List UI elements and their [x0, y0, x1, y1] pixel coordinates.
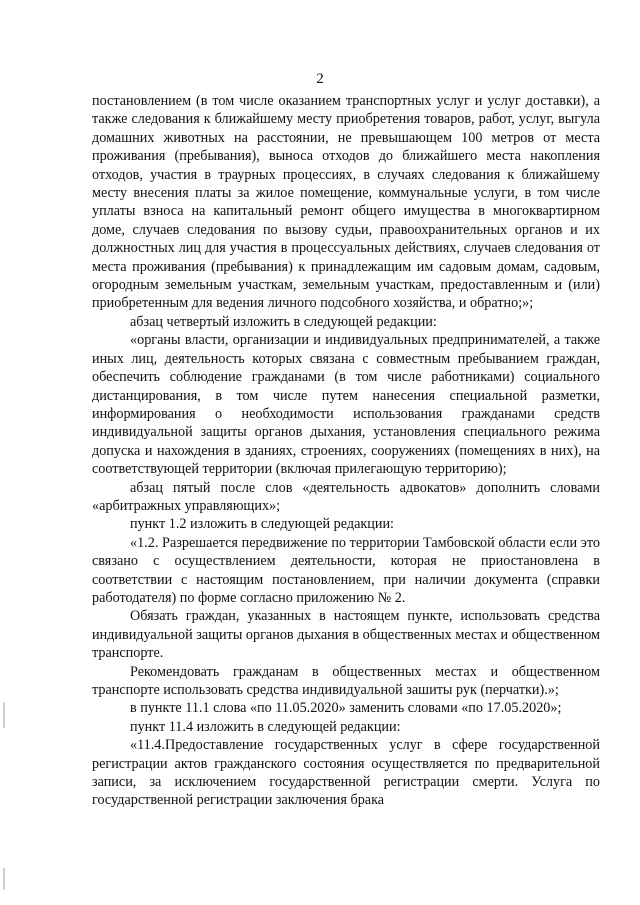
paragraph: постановлением (в том числе оказанием транспортных услуг и услуг доставки), а также следования к ближайшему месту приобретения товаров, работ, услуг, выгула домашних животных на расстоянии, не превышающем 100 метров от места проживания (пребывания), выноса отходов до ближайшего места накопления отходов, участия в траурных процессиях, в случаях следования к ближайшему месту внесения платы за жилое помещение, коммунальные услуги, в том числе уплаты взноса на капитальный ремонт общего имущества в многоквартирном доме, случаев следования по вызову судьи, правоохранительных органов и их должностных лиц для участия в процессуальных действиях, случаев следования от места проживания (пребывания) к принадлежащим им садовым домам, садовым, огородным земельным участкам, земельным участкам, предоставленным и (или) приобретенным для ведения личного подсобного хозяйства, и обратно;»;	[92, 93, 600, 312]
paragraph: в пункте 11.1 слова «по 11.05.2020» заменить словами «по 17.05.2020»;	[130, 700, 562, 717]
paragraph: абзац пятый после слов «деятельность адвокатов» дополнить словами «арбитражных управляющих»;	[92, 479, 600, 514]
document-body	[92, 92, 600, 810]
scan-margin-mark	[3, 702, 5, 728]
paragraph: абзац четвертый изложить в следующей редакции:	[130, 313, 437, 330]
paragraph: пункт 11.4 изложить в следующей редакции:	[130, 718, 401, 735]
paragraph: «1.2. Разрешается передвижение по территории Тамбовской области если это связано с осуществлением деятельности, которая не приостановлена в соответствии с настоящим постановлением, при наличии документа (справки работодателя) по форме согласно приложению № 2.	[92, 534, 600, 606]
paragraph: «11.4.Предоставление государственных услуг в сфере государственной регистрации актов гражданского состояния осуществляется по предварительной записи, за исключением государственной регистрации смерти. Услуга по государственной регистрации заключения брака	[92, 737, 600, 809]
page-number: 2	[316, 71, 324, 87]
paragraph: «органы власти, организации и индивидуальных предпринимателей, а также иных лиц, деятельность которых связана с совместным пребыванием граждан, обеспечить соблюдение гражданами (в том числе работниками) социального дистанцирования, в том числе путем нанесения специальной разметки, информирования о необходимости использования гражданами средств индивидуальной защиты органов дыхания, установления специального режима допуска и нахождения в зданиях, строениях, сооружениях (помещениях в них), на соответствующей территории (включая прилегающую территорию);	[92, 332, 600, 478]
paragraph: Обязать граждан, указанных в настоящем пункте, использовать средства индивидуальной защиты органов дыхания в общественных местах и общественном транспорте.	[92, 608, 600, 662]
paragraph: Рекомендовать гражданам в общественных местах и общественном транспорте использовать средства индивидуальной зашиты рук (перчатки).»;	[92, 663, 600, 698]
scan-margin-mark	[3, 868, 5, 890]
paragraph: пункт 1.2 изложить в следующей редакции:	[130, 516, 394, 533]
